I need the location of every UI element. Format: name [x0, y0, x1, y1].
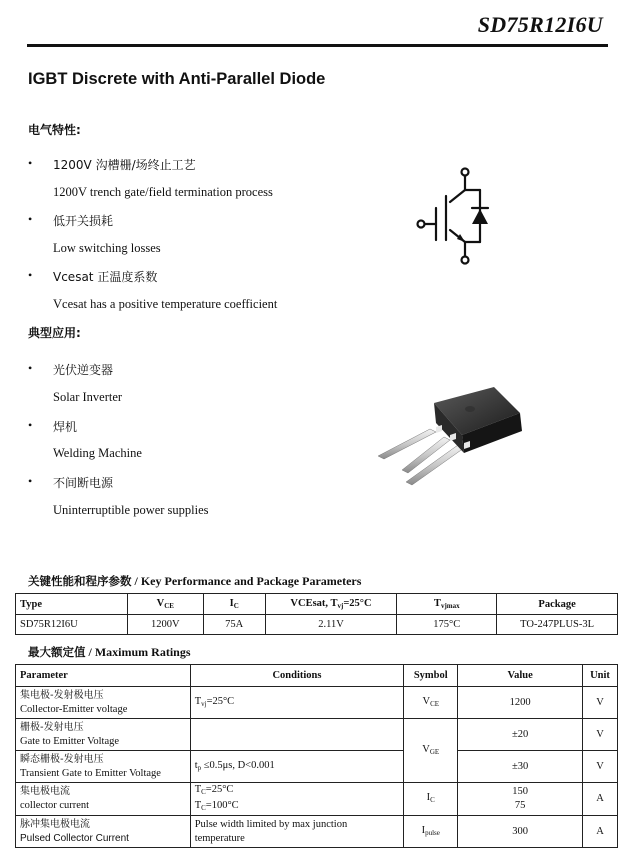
applications-heading: 典型应用:: [28, 326, 81, 340]
part-number: SD75R12I6U: [477, 12, 603, 37]
cell-symbol: $V_{GE}$: [404, 719, 458, 783]
col-type: Type: [16, 594, 128, 615]
col-tvj: $T_{vjmax}$: [397, 594, 497, 615]
cell-vcesat: 2.11V: [265, 615, 397, 635]
key-parameters-title: 关键性能和程序参数 / Key Performance and Package Parameters: [28, 574, 362, 588]
max-ratings-title: 最大额定值 / Maximum Ratings: [28, 645, 191, 659]
cell-type: SD75R12I6U: [16, 615, 128, 635]
cell-parameter: 脉冲集电极电流 Pulsed Collector Current: [16, 816, 191, 848]
col-value: Value: [458, 665, 583, 687]
table-row: [16, 751, 618, 783]
cell-tvj: 175°C: [397, 615, 497, 635]
cell-unit: A: [582, 783, 617, 816]
cell-value: 1200: [458, 687, 583, 719]
cell-value: 300: [458, 816, 583, 848]
table-row: [16, 719, 618, 751]
col-parameter: Parameter: [16, 665, 191, 687]
bullet: •: [28, 212, 33, 226]
bullet: •: [28, 361, 33, 375]
col-symbol: Symbol: [404, 665, 458, 687]
cell-parameter: 瞬态栅极-发射电压 Transient Gate to Emitter Voltage: [16, 751, 191, 783]
table-row: [16, 783, 618, 816]
cell-vce: 1200V: [127, 615, 203, 635]
max-ratings-table: [15, 664, 618, 848]
cell-condition: $T_C=25^\circ C$ $T_C=100^\circ C$: [190, 783, 404, 816]
document-title: IGBT Discrete with Anti-Parallel Diode: [28, 70, 326, 88]
table-row: [16, 816, 618, 848]
table-row: [16, 687, 618, 719]
col-package: Package: [497, 594, 618, 615]
col-unit: Unit: [582, 665, 617, 687]
to247-package-icon: [372, 385, 532, 495]
feature-en: Vcesat has a positive temperature coefficient: [53, 297, 278, 311]
cell-value: 150 75: [458, 783, 583, 816]
feature-cn: 低开关损耗: [53, 214, 114, 228]
cell-symbol: $V_{CE}$: [404, 687, 458, 719]
application-en: Uninterruptible power supplies: [53, 503, 209, 517]
col-ic: $I_C$: [203, 594, 265, 615]
cell-package: TO-247PLUS-3L: [497, 615, 618, 635]
bullet: •: [28, 268, 33, 282]
feature-en: 1200V trench gate/field termination process: [53, 185, 273, 199]
cell-value: ±30: [458, 751, 583, 783]
cell-condition: Pulse width limited by max junction temperature: [190, 816, 404, 848]
cell-condition: $t_p \le 0.5\mu s$, D<0.001: [190, 751, 404, 783]
feature-en: Low switching losses: [53, 241, 161, 255]
table-header-row: [16, 594, 618, 615]
cell-ic: 75A: [203, 615, 265, 635]
cell-symbol: $I_{pulse}$: [404, 816, 458, 848]
header-rule: [27, 44, 608, 47]
feature-cn: Vcesat 正温度系数: [53, 270, 158, 284]
application-en: Solar Inverter: [53, 390, 123, 404]
cell-unit: A: [582, 816, 617, 848]
cell-symbol: $I_C$: [404, 783, 458, 816]
table-header-row: [16, 665, 618, 687]
features-heading: 电气特性:: [28, 123, 81, 137]
bullet: •: [28, 156, 33, 170]
feature-cn: 1200V 沟槽栅/场终止工艺: [53, 158, 196, 172]
cell-parameter: 集电极-发射极电压 Collector-Emitter voltage: [16, 687, 191, 719]
application-cn: 光伏逆变器: [53, 363, 114, 377]
col-vcesat: VCEsat, $T_{vj}=25^\circ C$: [265, 594, 397, 615]
application-cn: 焊机: [53, 420, 78, 434]
cell-value: ±20: [458, 719, 583, 751]
cell-unit: V: [582, 687, 617, 719]
cell-parameter: 栅极-发射电压 Gate to Emitter Voltage: [16, 719, 191, 751]
cell-condition: [190, 719, 404, 751]
cell-unit: V: [582, 751, 617, 783]
col-conditions: Conditions: [190, 665, 404, 687]
cell-parameter: 集电极电流 collector current: [16, 783, 191, 816]
application-cn: 不间断电源: [53, 476, 114, 490]
cell-condition: $T_{vj}=25^\circ C$: [190, 687, 404, 719]
bullet: •: [28, 474, 33, 488]
application-en: Welding Machine: [53, 446, 142, 460]
table-row: [16, 615, 618, 635]
col-vce: $V_{CE}$: [127, 594, 203, 615]
igbt-symbol-icon: [410, 160, 500, 270]
cell-unit: V: [582, 719, 617, 751]
key-parameters-table: [15, 593, 618, 635]
bullet: •: [28, 418, 33, 432]
